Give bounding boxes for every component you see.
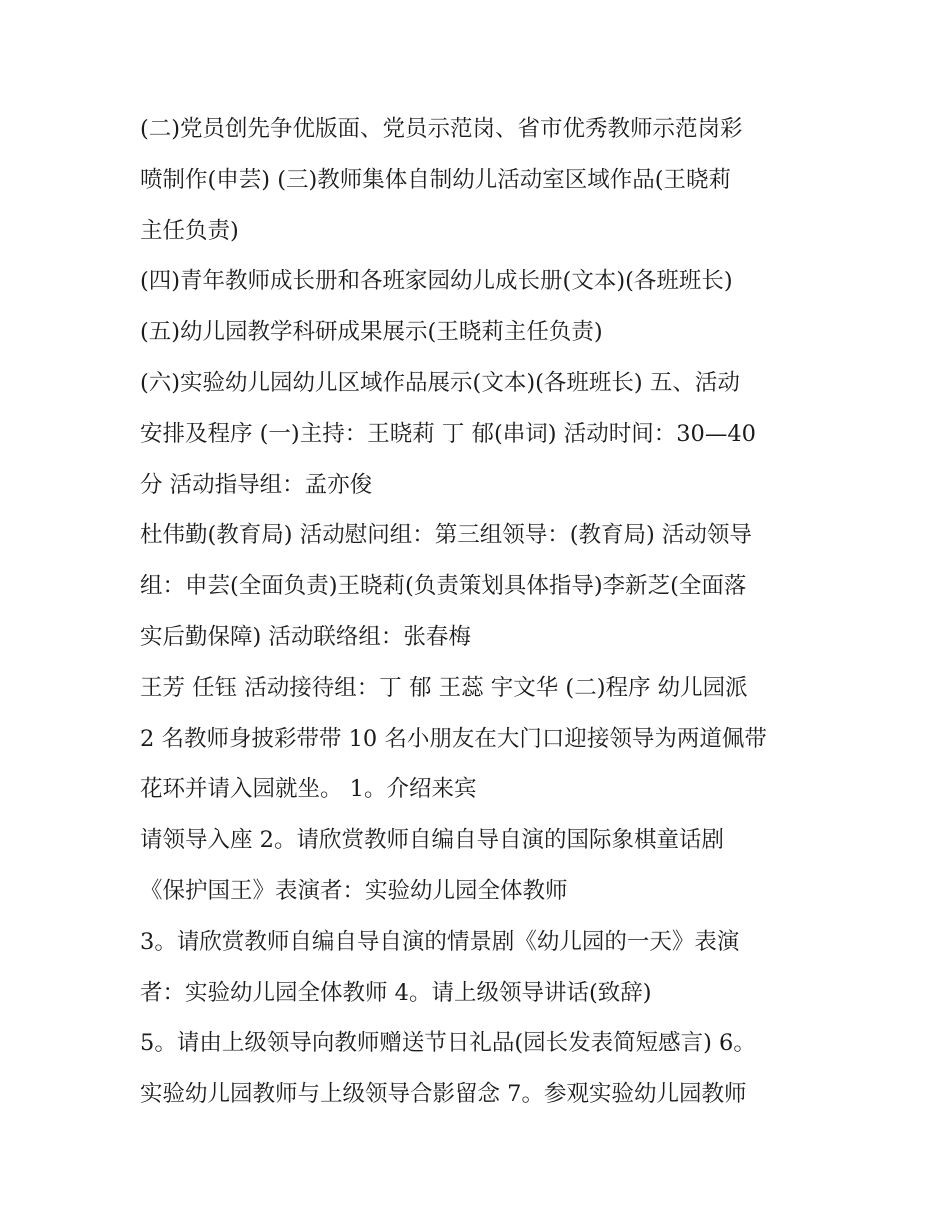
text-line-8: 分 活动指导组：孟亦俊 xyxy=(140,471,373,498)
text-line-4: (四)青年教师成长册和各班家园幼儿成长册(文本)(各班班长) xyxy=(140,268,733,295)
text-line-20: 实验幼儿园教师与上级领导合影留念 7。参观实验幼儿园教师 xyxy=(140,1081,747,1108)
text-line-6: (六)实验幼儿园幼儿区域作品展示(文本)(各班班长) 五、活动 xyxy=(140,369,740,396)
text-line-12: 王芳 任钰 活动接待组：丁 郁 王蕊 宇文华 (二)程序 幼儿园派 xyxy=(140,674,748,701)
text-line-13: 2 名教师身披彩带带 10 名小朋友在大门口迎接领导为两道佩带 xyxy=(140,725,767,752)
text-line-9: 杜伟勤(教育局) 活动慰问组：第三组领导：(教育局) 活动领导 xyxy=(140,522,752,549)
text-line-3: 主任负责) xyxy=(140,217,239,244)
text-line-19: 5。请由上级领导向教师赠送节日礼品(园长发表简短感言) 6。 xyxy=(140,1030,756,1057)
document-body xyxy=(140,104,820,1120)
text-line-17: 3。请欣赏教师自编自导自演的情景剧《幼儿园的一天》表演 xyxy=(140,928,740,955)
text-line-5: (五)幼儿园教学科研成果展示(王晓莉主任负责) xyxy=(140,319,603,346)
text-line-14: 花环并请入园就坐。 1。介绍来宾 xyxy=(140,776,477,803)
text-line-7: 安排及程序 (一)主持：王晓莉 丁 郁(串词) 活动时间：30—40 xyxy=(140,420,756,447)
text-line-16: 《保护国王》表演者：实验幼儿园全体教师 xyxy=(140,877,568,904)
text-line-18: 者：实验幼儿园全体教师 4。请上级领导讲话(致辞) xyxy=(140,979,652,1006)
text-line-2: 喷制作(申芸) (三)教师集体自制幼儿活动室区域作品(王晓莉 xyxy=(140,166,732,193)
text-line-11: 实后勤保障) 活动联络组：张春梅 xyxy=(140,623,471,650)
text-line-10: 组：申芸(全面负责)王晓莉(负责策划具体指导)李新芝(全面落 xyxy=(140,573,747,600)
text-line-1: (二)党员创先争优版面、党员示范岗、省市优秀教师示范岗彩 xyxy=(140,116,743,142)
text-line-15: 请领导入座 2。请欣赏教师自编自导自演的国际象棋童话剧 xyxy=(140,827,724,854)
